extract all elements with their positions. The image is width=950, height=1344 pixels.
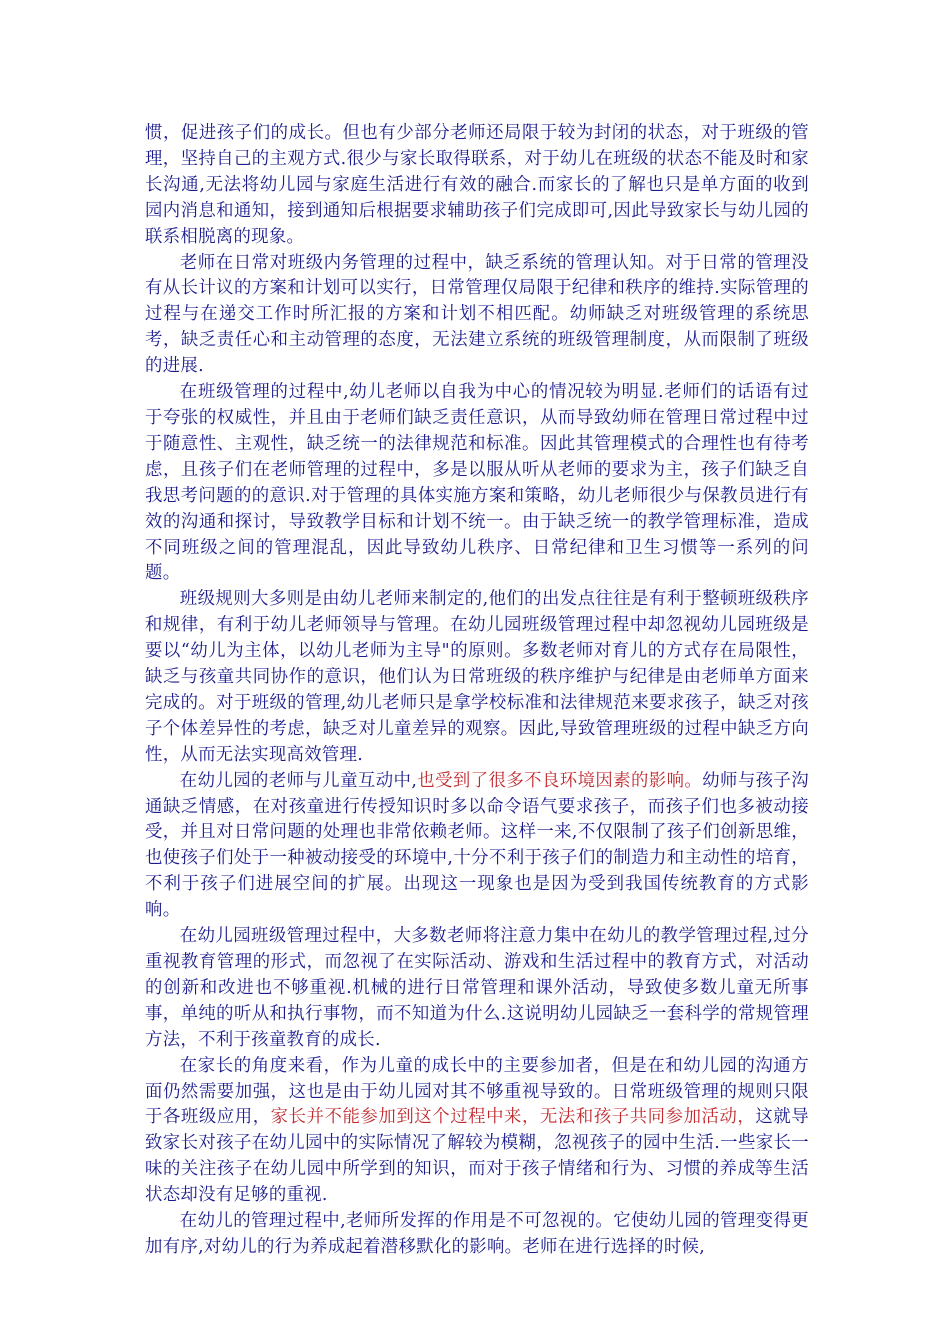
paragraph-5-highlight: 也受到了很多不良环境因素的影响。 — [417, 770, 703, 791]
paragraph-3 — [145, 380, 809, 587]
paragraph-1-text: 惯，促进孩子们的成长。但也有少部分老师还局限于较为封闭的状态，对于班级的管理，坚持自己的主观方式.很少与家长取得联系，对于幼儿在班级的状态不能及时和家长沟通,无法将幼儿园与家庭生活进行有效的融合.而家长的了解也只是单方面的收到园内消息和通知，接到通知后根据要求辅助孩子们完成即可,因此导致家长与幼儿园的联系相脱离的现象。 — [145, 123, 809, 247]
paragraph-5-text-b: 幼师与孩子沟通缺乏情感，在对孩童进行传授知识时多以命令语气要求孩子，而孩子们也多被动接受，并且对日常问题的处理也非常依赖老师。这样一来,不仅限制了孩子们创新思维，也使孩子们处于一种被动接受的环境中,十分不利于孩子们的制造力和主动性的培育，不利于孩子们进展空间的扩展。出现这一现象也是因为受到我国传统教育的方式影响。 — [145, 770, 809, 921]
paragraph-7 — [145, 1054, 809, 1209]
paragraph-8 — [145, 1209, 809, 1261]
paragraph-5 — [145, 769, 809, 924]
paragraph-8-text: 在幼儿的管理过程中,老师所发挥的作用是不可忽视的。它使幼儿园的管理变得更加有序,对幼儿的行为养成起着潜移默化的影响。老师在进行选择的时候, — [145, 1211, 809, 1257]
paragraph-2-text: 老师在日常对班级内务管理的过程中，缺乏系统的管理认知。对于日常的管理没有从长计议的方案和计划可以实行，日常管理仅局限于纪律和秩序的维持.实际管理的过程与在递交工作时所汇报的方案和计划不相匹配。幼师缺乏对班级管理的系统思考，缺乏责任心和主动管理的态度，无法建立系统的班级管理制度，从而限制了班级的进展. — [145, 252, 809, 377]
paragraph-6 — [145, 924, 809, 1054]
paragraph-4-text: 班级规则大多则是由幼儿老师来制定的,他们的出发点往往是有利于整顿班级秩序和规律，有利于幼儿老师领导与管理。在幼儿园班级管理过程中却忽视幼儿园班级是要以“幼儿为主体，以幼儿老师为主导"的原则。多数老师对育儿的方式存在局限性，缺乏与孩童共同协作的意识，他们认为日常班级的秩序维护与纪律是由老师单方面来完成的。对于班级的管理,幼儿老师只是拿学校标准和法律规范来要求孩子，缺乏对孩子个体差异性的考虑，缺乏对儿童差异的观察。因此,导致管理班级的过程中缺乏方向性，从而无法实现高效管理. — [145, 589, 809, 765]
paragraph-2 — [145, 251, 809, 381]
paragraph-4 — [145, 587, 809, 768]
paragraph-6-text: 在幼儿园班级管理过程中，大多数老师将注意力集中在幼儿的教学管理过程,过分重视教育管理的形式，而忽视了在实际活动、游戏和生活过程中的教育方式，对活动的创新和改进也不够重视.机械的进行日常管理和课外活动，导致使多数儿童无所事事，单纯的听从和执行事物，而不知道为什么.这说明幼儿园缺乏一套科学的常规管理方法，不利于孩童教育的成长. — [145, 926, 809, 1050]
paragraph-1 — [145, 121, 809, 251]
paragraph-7-highlight: 家长并不能参加到这个过程中来，无法和孩子共同参加活动， — [270, 1107, 756, 1128]
paragraph-7-text-b: 这就导致家长对孩子在幼儿园中的实际情况了解较为模糊，忽视孩子的园中生活.一些家长一味的关注孩子在幼儿园中所学到的知识，而对于孩子情绪和行为、习惯的养成等生活状态却没有足够的重视. — [145, 1107, 809, 1206]
paragraph-3-text: 在班级管理的过程中,幼儿老师以自我为中心的情况较为明显.老师们的话语有过于夸张的权威性，并且由于老师们缺乏责任意识，从而导致幼师在管理日常过程中过于随意性、主观性，缺乏统一的法律规范和标准。因此其管理模式的合理性也有待考虑，且孩子们在老师管理的过程中，多是以服从听从老师的要求为主，孩子们缺乏自我思考问题的的意识.对于管理的具体实施方案和策略，幼儿老师很少与保教员进行有效的沟通和探讨，导致教学目标和计划不统一。由于缺乏统一的教学管理标准，造成不同班级之间的管理混乱，因此导致幼儿秩序、日常纪律和卫生习惯等一系列的问题。 — [145, 382, 809, 584]
paragraph-7-text-a: 在家长的角度来看，作为儿童的成长中的主要参加者，但是在和幼儿园的沟通方面仍然需要加强，这也是由于幼儿园对其不够重视导致的。日常班级管理的规则只限于各班级应用， — [145, 1055, 809, 1128]
document-body — [145, 121, 809, 1261]
paragraph-5-text-a: 在幼儿园的老师与儿童互动中, — [179, 770, 418, 791]
